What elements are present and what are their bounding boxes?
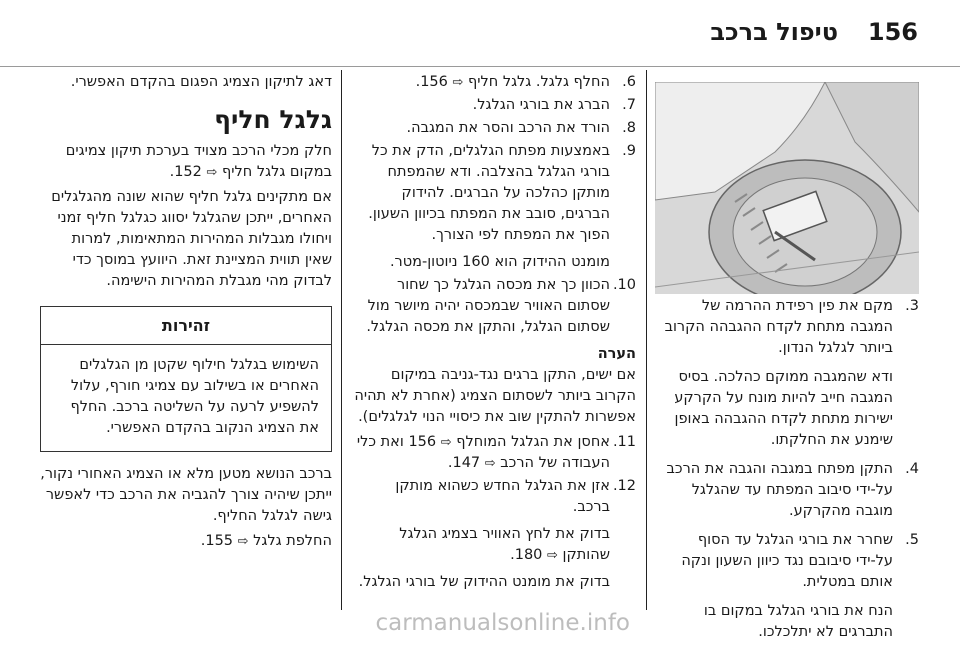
list-item: 9. באמצעות מפתח הגלגלים, הדק את כל בורגי הגלגל בהצלבה. ודא שהמפתח מותקן כהלכה על הברגים. להידוק הברגים, סובב את המפתח בכיוון השעון. הפוך את המפתח לפי הצורך. מומנט ההידוק הוא 160 ניוטון-מטר.: [354, 141, 636, 273]
column-right: [657, 296, 919, 647]
list-item: 4. התקן מפתח במגבה והגבה את הרכב על-ידי סיבוב המפתח עד שהגלגל מוגבה מהקרקע.: [666, 461, 919, 519]
warning-title: זהירות: [41, 307, 331, 345]
page-ref-link[interactable]: 180: [514, 547, 543, 563]
watermark: carmanualsonline.info: [375, 610, 630, 636]
page-ref-link[interactable]: 156: [420, 74, 448, 90]
warning-text: השימוש בגלגל חילוף שקטן מן הגלגלים האחרים או בשילוב עם צמיגי חורף, עלול להשפיע לרעה על השליטה ברכב. החלף את הצמיג הנקוב בהקדם האפשרי.: [70, 357, 319, 436]
page-header: [0, 0, 960, 66]
list-item: 12. אזן את הגלגל החדש כשהוא מותקן ברכב. בדוק את לחץ האוויר בצמיג הגלגל שהותקן ⇨ 180. בדוק את מומנט ההידוק של בורגי הגלגל.: [354, 476, 636, 593]
note-heading: הערה: [597, 346, 636, 362]
page-ref-link[interactable]: 147: [452, 455, 481, 471]
column-divider-right: [646, 70, 647, 610]
note-text: אם ישים, התקן ברגים נגד-גניבה במיקום הקרוב ביותר לשסתום הצמיג (אחרת לא תהיה אפשרות להתקין שוב את כיסויי הנוי לגלגלים).: [354, 367, 636, 425]
page-ref-link[interactable]: 155: [205, 533, 234, 549]
page-title: טיפול ברכב: [710, 18, 838, 46]
torque-spec: מומנט ההידוק הוא 160 ניוטון-מטר.: [389, 254, 610, 270]
section-heading: גלגל חליף: [214, 105, 332, 134]
wheel-jack-illustration: [655, 82, 919, 294]
page-ref-link[interactable]: 156: [408, 434, 437, 450]
paragraph: אם מתקינים גלגל חליף שהוא שונה מהגלגלים האחרים, ייתכן שהגלגל יסווג כגלגל חליף זמני ויחולו מגבלות המהירות המתאימות, למרות שאין תווית המציינת זאת. היוועץ במוסך כדי לבדוק מהי מגבלת המהירות הישימה.: [51, 189, 332, 289]
column-left: [40, 72, 332, 556]
page-ref-arrow-icon: ⇨: [206, 165, 218, 180]
car-wheel-illustration-icon: [655, 82, 919, 294]
column-divider-left: [341, 70, 342, 610]
paragraph: ברכב הנושא מטען מלא או הצמיג האחורי נקור, ייתכן שיהיה צורך להגביה את הרכב כדי לאפשר גישה לגלגל החליף.: [40, 466, 332, 524]
page-ref-arrow-icon: ⇨: [484, 456, 496, 471]
paragraph: החלפת גלגל ⇨ 155.: [200, 533, 332, 549]
page-number: 156: [867, 18, 918, 46]
list-item: 8. הורד את הרכב והסר את המגבה.: [406, 120, 636, 136]
paragraph: חלק מכלי הרכב מצויד בערכת תיקון צמיגים במקום גלגל חליף ⇨ 152.: [65, 143, 332, 180]
list-item-sub: בדוק את לחץ האוויר בצמיג הגלגל שהותקן ⇨ 180.: [399, 526, 610, 563]
intro-text: דאג לתיקון הצמיג הפגום בהקדם האפשרי.: [70, 74, 332, 90]
page-ref-link[interactable]: 152: [174, 164, 202, 180]
list-item: 3. מקם את פין רפידת ההרמה של המגבה מתחת לקדח ההגבהה הקרוב ביותר לגלגל הנדון.: [664, 298, 919, 356]
page-ref-arrow-icon: ⇨: [237, 534, 249, 549]
list-item: 6. החלף גלגל. גלגל חליף ⇨ 156.: [415, 74, 636, 90]
list-item-sub: בדוק את מומנט ההידוק של בורגי הגלגל.: [358, 574, 610, 590]
page-ref-arrow-icon: ⇨: [440, 435, 452, 450]
list-item-note: ודא שהמגבה ממוקם כהלכה. בסיס המגבה חייב להיות מונח על הקרקע ישירות מתחת לקדח ההגבהה באופן שימנע את החלקתו.: [674, 369, 893, 448]
list-item: 11. אחסן את הגלגל המוחלף ⇨ 156 ואת כלי העבודה של הרכב ⇨ 147.: [356, 434, 636, 471]
list-item: 10. הכוון כך את מכסה הגלגל כך שחור שסתום האוויר שבמכסה יהיה מיושר מול שסתום הגלגל, והתקן את מכסה הגלגל.: [366, 277, 636, 335]
list-item-note: הנח את בורגי הגלגל במקום בו התברגים לא יתלכלכו.: [703, 603, 893, 640]
column-middle: [354, 72, 636, 595]
list-item: 7. הברג את בורגי הגלגל.: [472, 97, 636, 113]
page-ref-arrow-icon: ⇨: [547, 548, 558, 563]
header-rule: [0, 66, 960, 67]
list-item: 5. שחרר את בורגי הגלגל עד הסוף על-ידי סיבובם נגד כיוון השעון ונקה אותם במטלית.: [681, 532, 919, 590]
warning-box: [40, 306, 332, 452]
page-ref-arrow-icon: ⇨: [452, 75, 464, 90]
